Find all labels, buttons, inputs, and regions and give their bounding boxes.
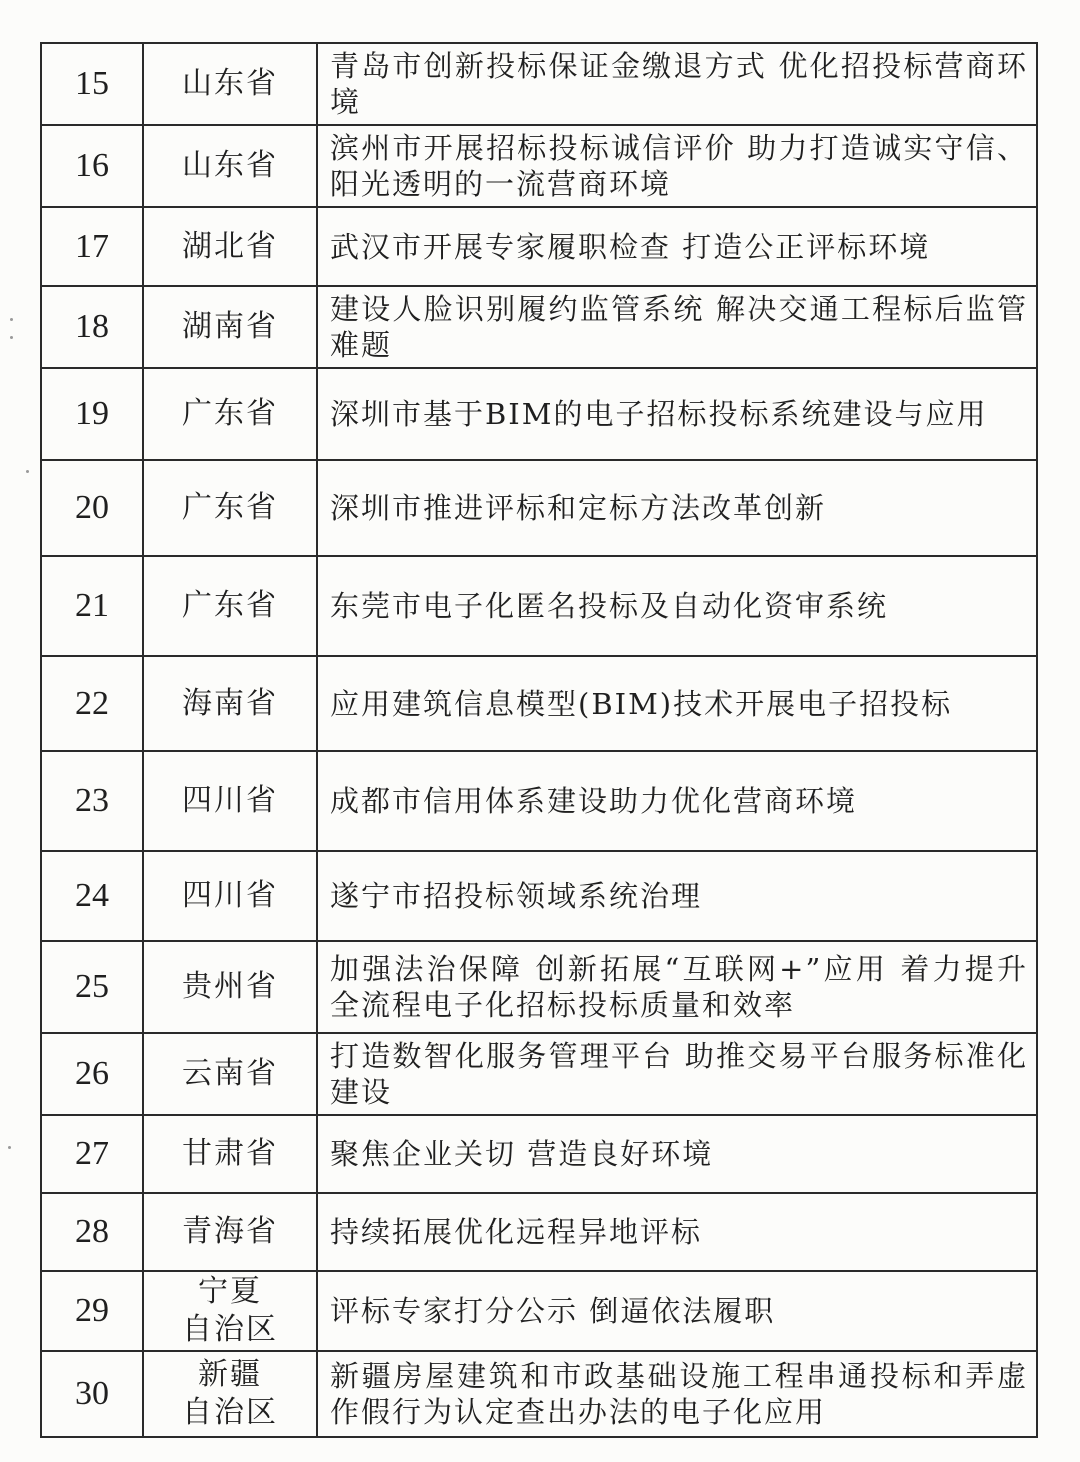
- table-row: [41, 286, 1037, 368]
- table-row: [41, 1351, 1037, 1437]
- table-row: [41, 207, 1037, 286]
- row-province: 湖南省: [143, 286, 317, 368]
- row-title: 聚焦企业关切 营造良好环境: [317, 1115, 1037, 1193]
- row-title: 滨州市开展招标投标诚信评价 助力打造诚实守信、阳光透明的一流营商环境: [317, 125, 1037, 207]
- row-number: 29: [41, 1271, 143, 1351]
- row-title: 东莞市电子化匿名投标及自动化资审系统: [317, 556, 1037, 656]
- row-title: 打造数智化服务管理平台 助推交易平台服务标准化建设: [317, 1033, 1037, 1115]
- table-row: [41, 460, 1037, 556]
- row-province: 甘肃省: [143, 1115, 317, 1193]
- province-line-1: 宁夏: [198, 1274, 262, 1309]
- table-row: [41, 851, 1037, 941]
- row-number: 28: [41, 1193, 143, 1271]
- table-row: [41, 1193, 1037, 1271]
- scan-speck: [26, 470, 29, 473]
- row-province: 湖北省: [143, 207, 317, 286]
- scan-speck: [10, 336, 13, 339]
- row-number: 30: [41, 1351, 143, 1437]
- row-province: 广东省: [143, 556, 317, 656]
- row-province: 广东省: [143, 368, 317, 460]
- scan-speck: [8, 1146, 11, 1149]
- row-province: 广东省: [143, 460, 317, 556]
- province-line-2: 自治区: [182, 1312, 278, 1347]
- table-row: [41, 751, 1037, 851]
- row-province: 贵州省: [143, 941, 317, 1033]
- row-province: 山东省: [143, 125, 317, 207]
- row-title: 深圳市推进评标和定标方法改革创新: [317, 460, 1037, 556]
- row-title: 新疆房屋建筑和市政基础设施工程串通投标和弄虚作假行为认定查出办法的电子化应用: [317, 1351, 1037, 1437]
- row-title: 深圳市基于BIM的电子招标投标系统建设与应用: [317, 368, 1037, 460]
- row-number: 15: [41, 43, 143, 125]
- province-line-2: 自治区: [182, 1395, 278, 1430]
- row-province: 四川省: [143, 751, 317, 851]
- row-province: [143, 1351, 317, 1437]
- row-province: 四川省: [143, 851, 317, 941]
- row-title: 青岛市创新投标保证金缴退方式 优化招投标营商环境: [317, 43, 1037, 125]
- table-row: [41, 941, 1037, 1033]
- row-number: 17: [41, 207, 143, 286]
- table-row: [41, 1115, 1037, 1193]
- scan-speck: [10, 318, 13, 321]
- table-row: [41, 125, 1037, 207]
- row-title: 加强法治保障 创新拓展“互联网+”应用 着力提升全流程电子化招标投标质量和效率: [317, 941, 1037, 1033]
- row-number: 16: [41, 125, 143, 207]
- table-row: [41, 656, 1037, 751]
- row-province: 海南省: [143, 656, 317, 751]
- row-title: 遂宁市招投标领域系统治理: [317, 851, 1037, 941]
- row-title: 成都市信用体系建设助力优化营商环境: [317, 751, 1037, 851]
- row-title: 建设人脸识别履约监管系统 解决交通工程标后监管难题: [317, 286, 1037, 368]
- row-number: 21: [41, 556, 143, 656]
- row-number: 27: [41, 1115, 143, 1193]
- row-title: 应用建筑信息模型(BIM)技术开展电子招投标: [317, 656, 1037, 751]
- row-title: 评标专家打分公示 倒逼依法履职: [317, 1271, 1037, 1351]
- row-title: 持续拓展优化远程异地评标: [317, 1193, 1037, 1271]
- table-row: [41, 368, 1037, 460]
- row-title: 武汉市开展专家履职检查 打造公正评标环境: [317, 207, 1037, 286]
- row-number: 24: [41, 851, 143, 941]
- case-list-table: [40, 42, 1038, 1438]
- row-number: 18: [41, 286, 143, 368]
- row-number: 26: [41, 1033, 143, 1115]
- table-row: [41, 1271, 1037, 1351]
- province-line-1: 新疆: [198, 1357, 262, 1392]
- table-row: [41, 1033, 1037, 1115]
- row-province: 云南省: [143, 1033, 317, 1115]
- row-province: [143, 1271, 317, 1351]
- table-row: [41, 556, 1037, 656]
- table-row: [41, 43, 1037, 125]
- row-number: 25: [41, 941, 143, 1033]
- row-number: 20: [41, 460, 143, 556]
- row-number: 19: [41, 368, 143, 460]
- row-province: 青海省: [143, 1193, 317, 1271]
- row-number: 23: [41, 751, 143, 851]
- row-province: 山东省: [143, 43, 317, 125]
- row-number: 22: [41, 656, 143, 751]
